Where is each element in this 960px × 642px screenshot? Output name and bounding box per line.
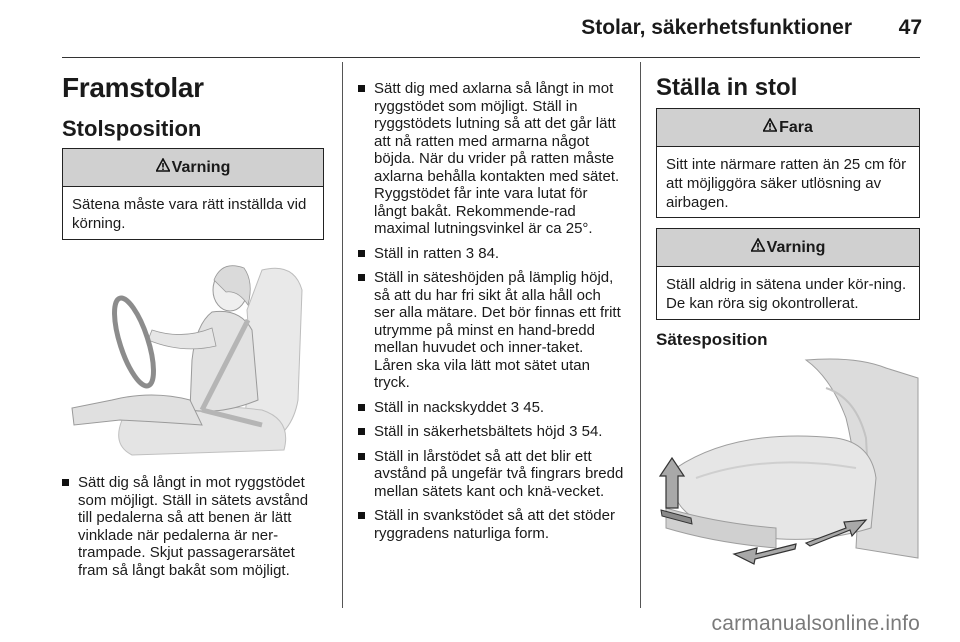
warning-triangle-icon: [763, 118, 777, 137]
list-item: Ställ in säkerhetsbältets höjd 3 54.: [358, 423, 624, 441]
column-divider: [640, 62, 641, 608]
column-divider: [342, 62, 343, 608]
warning-triangle-icon: [751, 238, 765, 257]
subsection-heading: Stolsposition: [62, 116, 202, 141]
danger-box-title: Fara: [779, 118, 813, 136]
warning-box-text: Sätena måste vara rätt inställda vid körning.: [72, 196, 307, 232]
danger-box: [656, 108, 920, 218]
warning-box-header: [63, 149, 323, 187]
subsection-heading: Sätesposition: [656, 330, 768, 349]
warning-box: [62, 148, 324, 240]
bullet-marker: [358, 274, 365, 281]
header-rule: [62, 57, 920, 58]
section-heading: Ställa in stol: [656, 74, 798, 101]
bullet-marker: [358, 404, 365, 411]
list-item: Ställ in svankstödet så att det stöder ryggradens naturliga form.: [358, 507, 624, 542]
bullet-marker: [358, 250, 365, 257]
warning-box-title: Varning: [766, 238, 826, 256]
bullet-marker: [358, 453, 365, 460]
running-header-title: Stolar, säkerhetsfunktioner: [581, 16, 852, 39]
bullet-marker: [62, 479, 69, 486]
bullet-marker: [358, 85, 365, 92]
list-item: Sätt dig med axlarna så långt in mot ryggstödet som möjligt. Ställ in ryggstödets lutning så att det går lätt att nå ratten med armarna något böjda. När du vrider på ratten måste axlarna behålla kontakten med sätet. Ryggstödet får inte vara lutat för långt bakåt. Rekommende-rad maximal lutningsvinkel är ca 25°.: [358, 80, 624, 238]
list-item: Ställ in ratten 3 84.: [358, 245, 624, 263]
seat-adjustment-illustration: [656, 358, 920, 570]
danger-box-header: [657, 109, 919, 147]
driver-position-illustration: [62, 250, 324, 460]
bullet-marker: [358, 428, 365, 435]
list-item: Sätt dig så långt in mot ryggstödet som möjligt. Ställ in sätets avstånd till pedalerna så att benen är lätt vinklade när pedalerna är ner-trampade. Skjut passagerarsätet fram så långt bakåt som möjligt.: [62, 474, 324, 579]
warning-triangle-icon: [156, 158, 170, 177]
danger-box-text: Sitt inte närmare ratten än 25 cm för att möjliggöra säker utlösning av airbagen.: [666, 156, 907, 211]
warning-box-text: Ställ aldrig in sätena under kör-ning. De kan röra sig okontrollerat.: [666, 276, 907, 312]
list-item: Ställ in säteshöjden på lämplig höjd, så att du har fri sikt åt alla håll och ser alla mätare. Det bör finnas ett fritt utrymme på minst en hand-bredd mellan huvudet och inner-taket. Låren ska vila lätt mot sätet utan tryck.: [358, 269, 624, 392]
page-number: 47: [898, 16, 922, 39]
bullet-list: [358, 80, 624, 549]
list-item: Ställ in nackskyddet 3 45.: [358, 399, 624, 417]
section-heading: Framstolar: [62, 72, 204, 103]
warning-box-header: [657, 229, 919, 267]
warning-box-title: Varning: [171, 158, 231, 176]
bullet-list: [62, 474, 324, 586]
warning-box: [656, 228, 920, 320]
watermark-text: carmanualsonline.info: [711, 612, 920, 635]
bullet-marker: [358, 512, 365, 519]
list-item: Ställ in lårstödet så att det blir ett avstånd på ungefär två fingrars bredd mellan sätets kant och knä-vecket.: [358, 448, 624, 501]
